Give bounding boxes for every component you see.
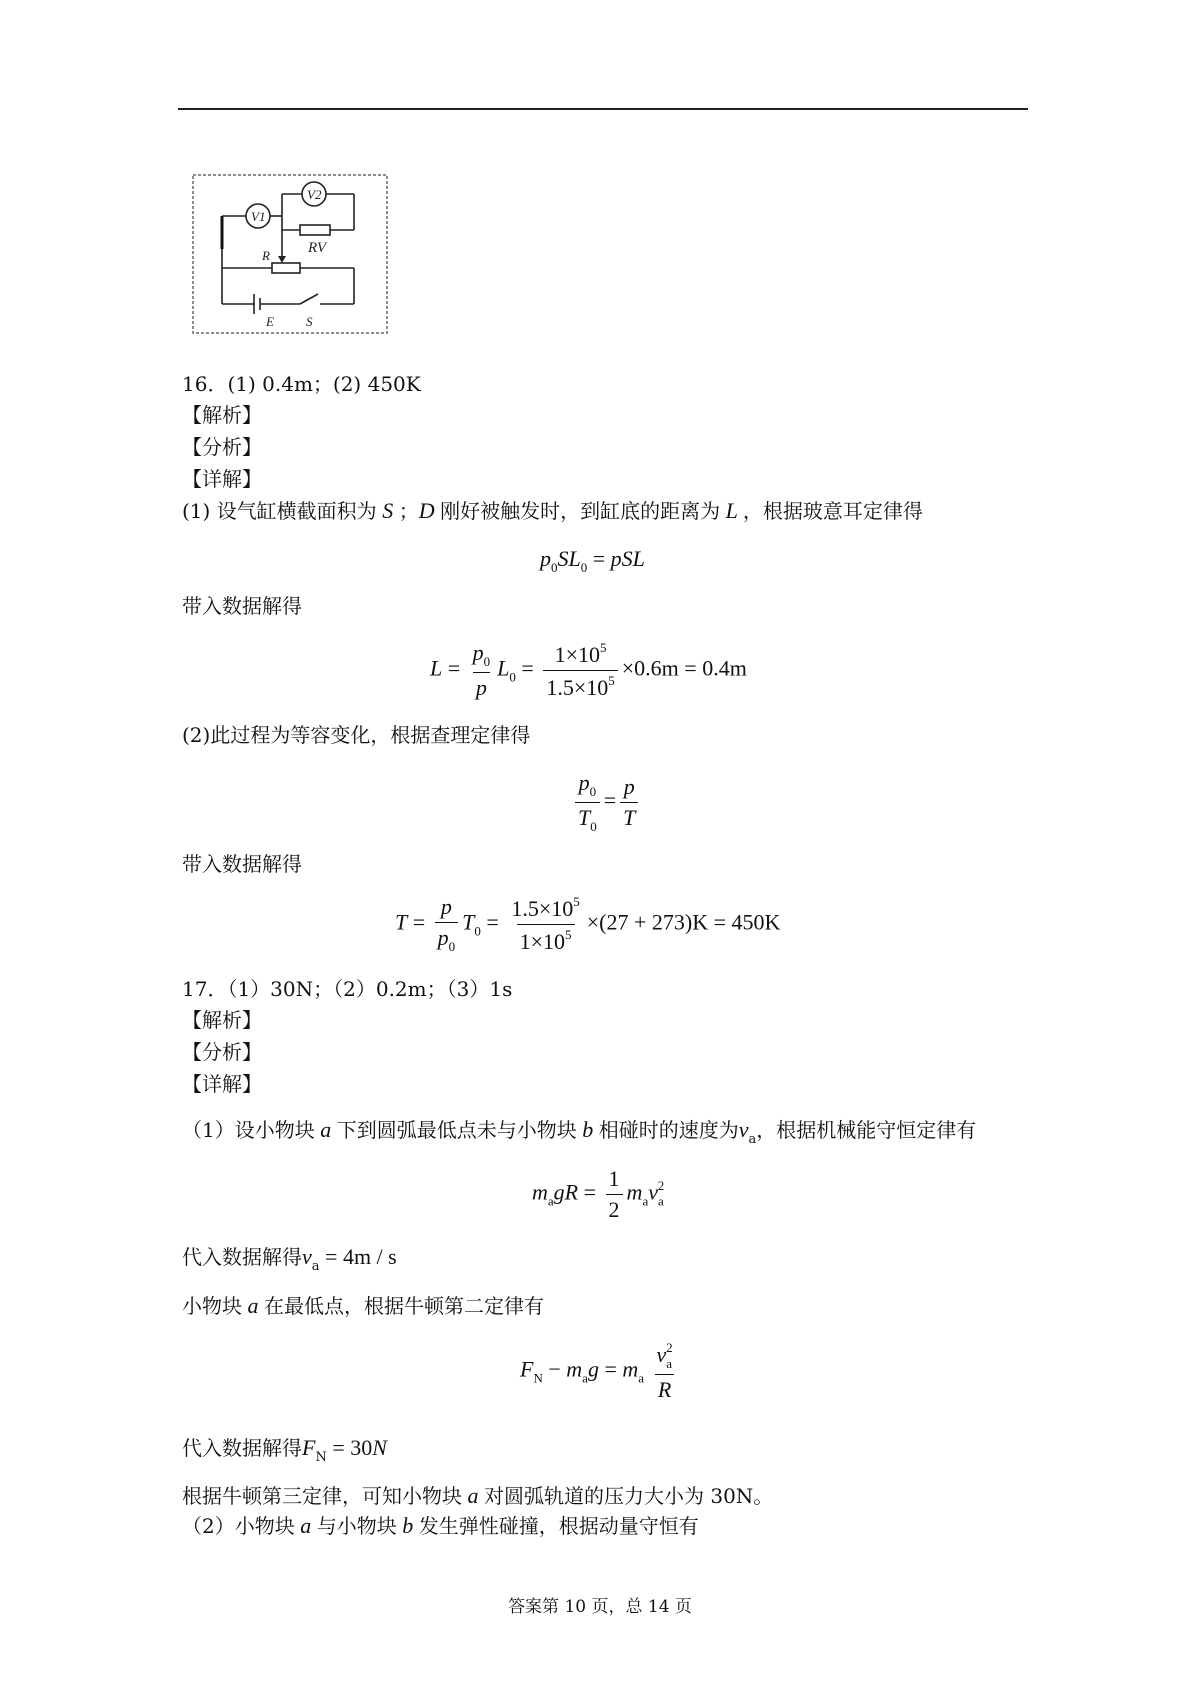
q16-substitute-1: 带入数据解得 bbox=[182, 594, 302, 618]
label-e: E bbox=[266, 314, 274, 329]
q17-va-result: 代入数据解得$v_a = 4m / s$ bbox=[182, 1244, 397, 1274]
q16-part2-intro: (2)此过程为等容变化，根据查理定律得 bbox=[182, 723, 531, 747]
q17-fn-result: 代入数据解得$F_N = 30N$ bbox=[182, 1435, 387, 1465]
label-r: R bbox=[262, 248, 270, 263]
q17-part2-intro: （2）小物块 a 与小物块 b 发生弹性碰撞，根据动量守恒有 bbox=[182, 1513, 699, 1538]
q17-fenxi: 【分析】 bbox=[182, 1040, 262, 1064]
q16-eq-charles: $\frac{p_0}{T_0}$ = $\frac{p}{T}$ bbox=[571, 770, 642, 835]
q17-xiangjie: 【详解】 bbox=[182, 1072, 262, 1096]
switch-s bbox=[300, 294, 318, 304]
q16-eq-length: L = $\frac{p_0}{p}$ $L_0$ = $\frac{1\times 10^5}{1.5\times 10^5}$ ×0.6m = 0.4m bbox=[430, 640, 747, 700]
q16-substitute-2: 带入数据解得 bbox=[182, 852, 302, 876]
label-v1: V1 bbox=[251, 209, 266, 224]
q17-eq-newton2: $F_N - m_ag = m_a$ $\frac{v_a^2}{R}$ bbox=[520, 1340, 673, 1402]
q17-newton2-intro: 小物块 a 在最低点，根据牛顿第二定律有 bbox=[182, 1293, 544, 1318]
rheostat-r bbox=[272, 263, 300, 273]
label-v2: V2 bbox=[307, 187, 322, 202]
header-rule bbox=[178, 108, 1028, 110]
q17-eq-energy: $m_agR$ = $\frac{1}{2}$ $m_av_a^2$ bbox=[532, 1166, 665, 1222]
page-footer: 答案第 10 页，总 14 页 bbox=[508, 1597, 692, 1617]
q16-eq-temperature: T = $\frac{p}{p_0}$ $T_0$ = $\frac{1.5\times 10^5}{1\times 10^5}$ ×(27 + 273)K = 450K bbox=[395, 894, 781, 954]
q16-eq-boyle: $p_0SL_0$ = pSL bbox=[540, 546, 645, 575]
q16-part1-intro: (1) 设气缸横截面积为 S ；D 刚好被触发时，到缸底的距离为 L ，根据玻意耳定律得 bbox=[182, 498, 923, 523]
q17-answer: 17．（1）30N；（2）0.2m；（3）1s bbox=[182, 977, 513, 1001]
q16-answer: 16．(1) 0.4m；(2) 450K bbox=[182, 372, 421, 396]
q17-jiexi: 【解析】 bbox=[182, 1008, 262, 1032]
q17-newton3: 根据牛顿第三定律，可知小物块 a 对圆弧轨道的压力大小为 30N。 bbox=[182, 1483, 774, 1508]
q16-fenxi: 【分析】 bbox=[182, 435, 262, 459]
circuit-diagram bbox=[192, 174, 388, 334]
q17-part1-intro: （1）设小物块 a 下到圆弧最低点未与小物块 b 相碰时的速度为$v_a$，根据机械能守恒定律有 bbox=[182, 1117, 977, 1147]
resistor-rv bbox=[300, 225, 330, 235]
label-rv: RV bbox=[308, 240, 327, 256]
label-s: S bbox=[306, 314, 313, 329]
q16-xiangjie: 【详解】 bbox=[182, 467, 262, 491]
q16-jiexi: 【解析】 bbox=[182, 403, 262, 427]
